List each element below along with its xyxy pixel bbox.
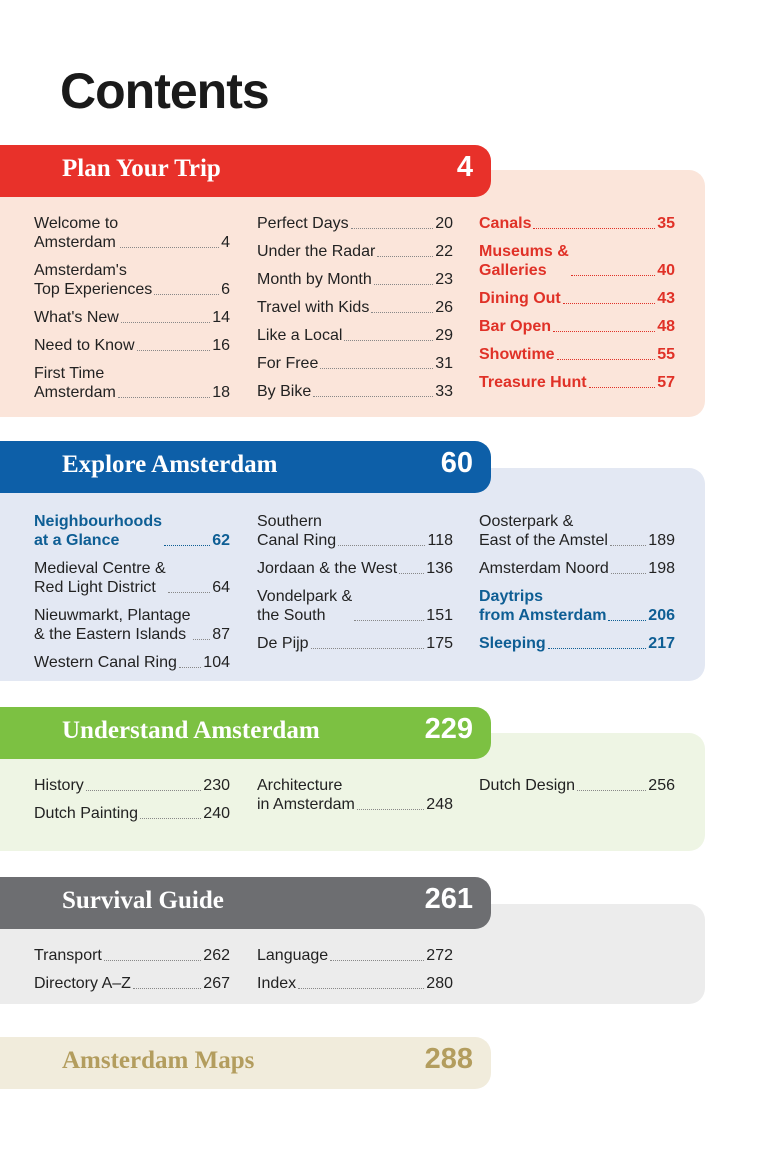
dot-leader	[193, 639, 211, 640]
maps-banner[interactable]	[0, 1037, 491, 1089]
toc-entry[interactable]	[34, 308, 230, 327]
toc-entry-title: Under the Radar	[257, 243, 376, 260]
toc-entry-page: 62	[212, 532, 230, 549]
toc-entry-title: Western Canal Ring	[34, 654, 177, 671]
toc-entry[interactable]	[257, 354, 453, 373]
toc-entry[interactable]	[257, 634, 453, 653]
toc-entry-page: 87	[212, 626, 230, 643]
toc-entry-title: Nieuwmarkt, Plantage & the Eastern Islands	[34, 607, 191, 643]
toc-entry-page: 206	[648, 607, 675, 624]
dot-leader	[374, 284, 433, 285]
toc-entry-title: Showtime	[479, 346, 555, 363]
toc-entry-title: Canals	[479, 215, 532, 232]
understand-col3	[479, 776, 675, 804]
understand-col2	[257, 776, 453, 823]
toc-entry-title: Treasure Hunt	[479, 374, 587, 391]
dot-leader	[120, 247, 219, 248]
toc-entry[interactable]	[257, 270, 453, 289]
toc-entry[interactable]	[479, 242, 675, 280]
toc-entry[interactable]	[34, 364, 230, 402]
toc-entry[interactable]	[34, 653, 230, 672]
survival-title: Survival Guide	[62, 887, 224, 914]
plan-col3	[479, 214, 675, 401]
toc-entry-title: History	[34, 777, 84, 794]
dot-leader	[104, 960, 201, 961]
toc-entry-page: 248	[426, 796, 453, 813]
toc-entry-page: 230	[203, 777, 230, 794]
dot-leader	[344, 340, 433, 341]
toc-entry-title: Directory A–Z	[34, 975, 131, 992]
toc-entry[interactable]	[34, 974, 230, 993]
toc-entry-page: 18	[212, 384, 230, 401]
explore-page: 60	[440, 447, 473, 479]
toc-entry-page: 104	[203, 654, 230, 671]
toc-entry-page: 26	[435, 299, 453, 316]
toc-entry-page: 118	[427, 532, 453, 549]
dot-leader	[563, 303, 655, 304]
toc-entry[interactable]	[257, 214, 453, 233]
toc-entry-page: 57	[657, 374, 675, 391]
toc-entry-title: Architecture in Amsterdam	[257, 777, 355, 813]
dot-leader	[330, 960, 424, 961]
toc-entry-page: 14	[212, 309, 230, 326]
toc-entry[interactable]	[257, 559, 453, 578]
toc-entry-title: De Pijp	[257, 635, 309, 652]
dot-leader	[137, 350, 211, 351]
dot-leader	[611, 573, 646, 574]
toc-entry[interactable]	[34, 776, 230, 795]
survival-page: 261	[424, 883, 473, 915]
toc-entry-page: 262	[203, 947, 230, 964]
maps-title: Amsterdam Maps	[62, 1047, 255, 1074]
page-title: Contents	[60, 63, 269, 119]
toc-entry-title: What's New	[34, 309, 119, 326]
toc-entry[interactable]	[479, 776, 675, 795]
toc-entry[interactable]	[257, 242, 453, 261]
toc-entry[interactable]	[479, 373, 675, 392]
toc-entry-page: 29	[435, 327, 453, 344]
toc-entry-page: 22	[435, 243, 453, 260]
toc-entry-title: Museums & Galleries	[479, 243, 569, 279]
toc-entry-title: Daytrips from Amsterdam	[479, 588, 607, 624]
toc-entry[interactable]	[479, 587, 675, 625]
toc-entry-page: 267	[203, 975, 230, 992]
dot-leader	[320, 368, 433, 369]
dot-leader	[548, 648, 647, 649]
dot-leader	[553, 331, 655, 332]
toc-entry-title: Month by Month	[257, 271, 372, 288]
toc-entry-title: Travel with Kids	[257, 299, 370, 316]
explore-title: Explore Amsterdam	[62, 451, 278, 478]
plan-title: Plan Your Trip	[62, 155, 221, 182]
understand-page: 229	[424, 713, 473, 745]
understand-title: Understand Amsterdam	[62, 717, 320, 744]
toc-entry-page: 55	[657, 346, 675, 363]
toc-entry-page: 40	[657, 262, 675, 279]
toc-entry[interactable]	[257, 974, 453, 993]
toc-entry[interactable]	[34, 512, 230, 550]
dot-leader	[154, 294, 219, 295]
toc-entry[interactable]	[479, 345, 675, 364]
toc-entry-title: Vondelpark & the South	[257, 588, 353, 624]
toc-entry-title: Jordaan & the West	[257, 560, 398, 577]
toc-entry-page: 6	[221, 281, 230, 298]
survival-col2	[257, 946, 453, 1002]
explore-col3	[479, 512, 675, 662]
toc-entry-page: 48	[657, 318, 675, 335]
dot-leader	[118, 397, 210, 398]
toc-entry-title: Amsterdam Noord	[479, 560, 609, 577]
toc-entry[interactable]	[257, 382, 453, 401]
toc-entry-page: 4	[221, 234, 230, 251]
toc-entry[interactable]	[34, 946, 230, 965]
dot-leader	[313, 396, 433, 397]
explore-col1	[34, 512, 230, 681]
dot-leader	[557, 359, 656, 360]
toc-entry-page: 280	[426, 975, 453, 992]
toc-entry[interactable]	[34, 606, 230, 644]
toc-entry-title: Need to Know	[34, 337, 135, 354]
toc-entry-page: 256	[648, 777, 675, 794]
maps-page: 288	[424, 1043, 473, 1075]
dot-leader	[351, 228, 434, 229]
dot-leader	[298, 988, 424, 989]
toc-entry-page: 240	[203, 805, 230, 822]
dot-leader	[533, 228, 655, 229]
toc-entry-title: Welcome to Amsterdam	[34, 215, 119, 251]
dot-leader	[354, 620, 424, 621]
dot-leader	[338, 545, 425, 546]
toc-entry-title: Neighbourhoods at a Glance	[34, 513, 162, 549]
toc-entry-title: Oosterpark & East of the Amstel	[479, 513, 608, 549]
toc-entry-page: 272	[426, 947, 453, 964]
toc-entry[interactable]	[257, 326, 453, 345]
dot-leader	[168, 592, 211, 593]
toc-entry-title: By Bike	[257, 383, 312, 400]
toc-entry-page: 198	[648, 560, 675, 577]
toc-entry[interactable]	[479, 559, 675, 578]
toc-entry-title: Bar Open	[479, 318, 552, 335]
toc-entry-page: 151	[426, 607, 453, 624]
toc-entry-title: Sleeping	[479, 635, 546, 652]
toc-entry-page: 35	[657, 215, 675, 232]
toc-entry[interactable]	[479, 512, 675, 550]
dot-leader	[86, 790, 202, 791]
toc-entry-title: Index	[257, 975, 297, 992]
dot-leader	[371, 312, 433, 313]
dot-leader	[571, 275, 655, 276]
toc-entry-title: Dutch Design	[479, 777, 576, 794]
toc-entry-title: For Free	[257, 355, 319, 372]
toc-entry-page: 16	[212, 337, 230, 354]
toc-entry[interactable]	[34, 804, 230, 823]
plan-banner[interactable]	[0, 145, 491, 197]
plan-col2	[257, 214, 453, 410]
toc-entry-page: 175	[426, 635, 453, 652]
toc-entry-title: Dining Out	[479, 290, 561, 307]
toc-entry[interactable]	[34, 336, 230, 355]
dot-leader	[179, 667, 201, 668]
plan-page: 4	[456, 151, 473, 183]
toc-entry-page: 64	[212, 579, 230, 596]
dot-leader	[610, 545, 646, 546]
toc-entry-page: 31	[435, 355, 453, 372]
toc-entry[interactable]	[479, 634, 675, 653]
explore-col2	[257, 512, 453, 662]
toc-entry[interactable]	[34, 214, 230, 252]
toc-entry-title: Southern Canal Ring	[257, 513, 337, 549]
explore-banner[interactable]	[0, 441, 491, 493]
dot-leader	[357, 809, 424, 810]
toc-entry[interactable]	[34, 261, 230, 299]
toc-entry-page: 217	[648, 635, 675, 652]
dot-leader	[377, 256, 433, 257]
dot-leader	[399, 573, 424, 574]
survival-col1	[34, 946, 230, 1002]
toc-entry-title: Like a Local	[257, 327, 343, 344]
dot-leader	[121, 322, 210, 323]
toc-entry[interactable]	[479, 317, 675, 336]
toc-entry[interactable]	[479, 214, 675, 233]
dot-leader	[577, 790, 646, 791]
toc-entry[interactable]	[479, 289, 675, 308]
toc-entry-title: Dutch Painting	[34, 805, 139, 822]
toc-entry-page: 136	[426, 560, 453, 577]
plan-col1	[34, 214, 230, 411]
toc-entry-title: Medieval Centre & Red Light District	[34, 560, 166, 596]
toc-entry-title: Language	[257, 947, 329, 964]
toc-entry-title: Amsterdam's Top Experiences	[34, 262, 153, 298]
dot-leader	[608, 620, 646, 621]
toc-entry-page: 20	[435, 215, 453, 232]
toc-entry-page: 43	[657, 290, 675, 307]
dot-leader	[133, 988, 201, 989]
toc-entry-page: 23	[435, 271, 453, 288]
toc-entry[interactable]	[257, 946, 453, 965]
toc-entry[interactable]	[34, 559, 230, 597]
toc-entry[interactable]	[257, 512, 453, 550]
survival-banner[interactable]	[0, 877, 491, 929]
toc-entry[interactable]	[257, 776, 453, 814]
dot-leader	[164, 545, 210, 546]
toc-entry[interactable]	[257, 298, 453, 317]
dot-leader	[589, 387, 656, 388]
dot-leader	[140, 818, 201, 819]
toc-entry[interactable]	[257, 587, 453, 625]
understand-banner[interactable]	[0, 707, 491, 759]
toc-entry-page: 189	[648, 532, 675, 549]
toc-entry-title: Perfect Days	[257, 215, 349, 232]
understand-col1	[34, 776, 230, 832]
dot-leader	[311, 648, 425, 649]
toc-entry-page: 33	[435, 383, 453, 400]
toc-entry-title: First Time Amsterdam	[34, 365, 116, 401]
toc-entry-title: Transport	[34, 947, 102, 964]
